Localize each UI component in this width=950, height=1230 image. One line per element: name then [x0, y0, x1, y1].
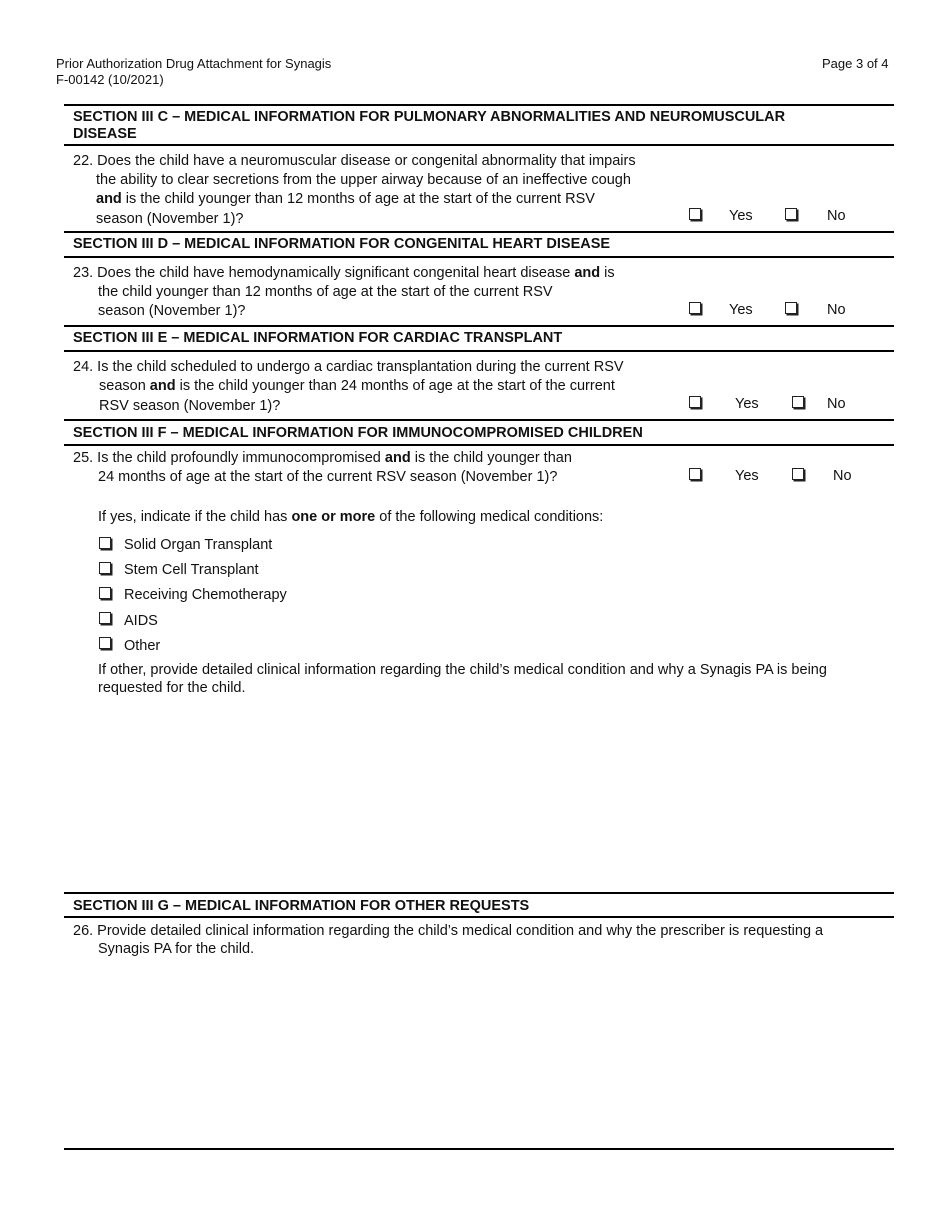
condition-label: Stem Cell Transplant — [124, 562, 259, 578]
condition-label: Other — [124, 638, 161, 654]
if-yes-instruction: If yes, indicate if the child has one or more of the following medical conditions: — [98, 509, 604, 525]
q23-yes-label: Yes — [729, 302, 753, 318]
question-22: 22. Does the child have a neuromuscular disease or congenital abnormality that impairs the ability to clear secretions from the upper airway because of an ineffective cough and is the child younger than 12 months of age at the start of the current RSV season (November 1)? — [73, 153, 636, 227]
receiving-chemotherapy-checkbox[interactable] — [99, 587, 111, 599]
solid-organ-transplant-checkbox[interactable] — [99, 537, 111, 549]
q22-yes-checkbox[interactable] — [689, 208, 701, 220]
q24-yes-label: Yes — [735, 396, 759, 412]
question-23: 23. Does the child have hemodynamically significant congenital heart disease and is the child younger than 12 months of age at the start of the current RSV season (November 1)? — [73, 265, 615, 319]
condition-label: AIDS — [124, 613, 158, 629]
page-number: Page 3 of 4 — [822, 56, 889, 71]
question-25: 25. Is the child profoundly immunocompromised and is the child younger than 24 months of age at the start of the current RSV season (November 1)? — [73, 450, 572, 485]
section-iii-d-title: SECTION III D – MEDICAL INFORMATION FOR CONGENITAL HEART DISEASE — [73, 236, 611, 252]
section-divider — [64, 325, 894, 327]
section-divider — [64, 419, 894, 421]
page-bottom-rule — [64, 1148, 894, 1150]
q22-no-checkbox[interactable] — [785, 208, 797, 220]
q23-yes-checkbox[interactable] — [689, 302, 701, 314]
other-checkbox[interactable] — [99, 637, 111, 649]
q24-no-checkbox[interactable] — [792, 396, 804, 408]
q25-yes-checkbox[interactable] — [689, 468, 701, 480]
q24-yes-checkbox[interactable] — [689, 396, 701, 408]
section-divider — [64, 350, 894, 352]
other-requests-text-area[interactable] — [98, 962, 888, 1142]
condition-label: Receiving Chemotherapy — [124, 587, 287, 603]
q22-no-label: No — [827, 208, 846, 224]
section-divider — [64, 231, 894, 233]
q25-no-checkbox[interactable] — [792, 468, 804, 480]
q24-no-label: No — [827, 396, 846, 412]
aids-checkbox[interactable] — [99, 612, 111, 624]
form-title: Prior Authorization Drug Attachment for Synagis — [56, 56, 332, 71]
section-iii-g-title: SECTION III G – MEDICAL INFORMATION FOR OTHER REQUESTS — [73, 898, 530, 914]
section-divider — [64, 256, 894, 258]
question-26: 26. Provide detailed clinical information regarding the child’s medical condition and why the prescriber is requesting a Synagis PA for the child. — [73, 923, 824, 957]
section-iii-f-title: SECTION III F – MEDICAL INFORMATION FOR IMMUNOCOMPROMISED CHILDREN — [73, 425, 643, 441]
section-divider — [64, 892, 894, 894]
section-divider — [64, 104, 894, 106]
condition-label: Solid Organ Transplant — [124, 537, 273, 553]
q23-no-label: No — [827, 302, 846, 318]
section-divider — [64, 444, 894, 446]
q22-yes-label: Yes — [729, 208, 753, 224]
other-details-text-area[interactable] — [98, 702, 888, 882]
section-divider — [64, 144, 894, 146]
question-24: 24. Is the child scheduled to undergo a cardiac transplantation during the current RSV season and is the child younger than 24 months of age at the start of the current RSV season (November 1)? — [73, 359, 624, 414]
section-iii-c-title: SECTION III C – MEDICAL INFORMATION FOR PULMONARY ABNORMALITIES AND NEUROMUSCULAR DISEASE — [73, 109, 786, 142]
if-other-instruction: If other, provide detailed clinical information regarding the child’s medical condition and why a Synagis PA is being requested for the child. — [98, 662, 827, 696]
form-number: F-00142 (10/2021) — [56, 72, 164, 87]
stem-cell-transplant-checkbox[interactable] — [99, 562, 111, 574]
section-iii-e-title: SECTION III E – MEDICAL INFORMATION FOR CARDIAC TRANSPLANT — [73, 330, 563, 346]
q23-no-checkbox[interactable] — [785, 302, 797, 314]
q25-yes-label: Yes — [735, 468, 759, 484]
section-divider — [64, 916, 894, 918]
q25-no-label: No — [833, 468, 852, 484]
